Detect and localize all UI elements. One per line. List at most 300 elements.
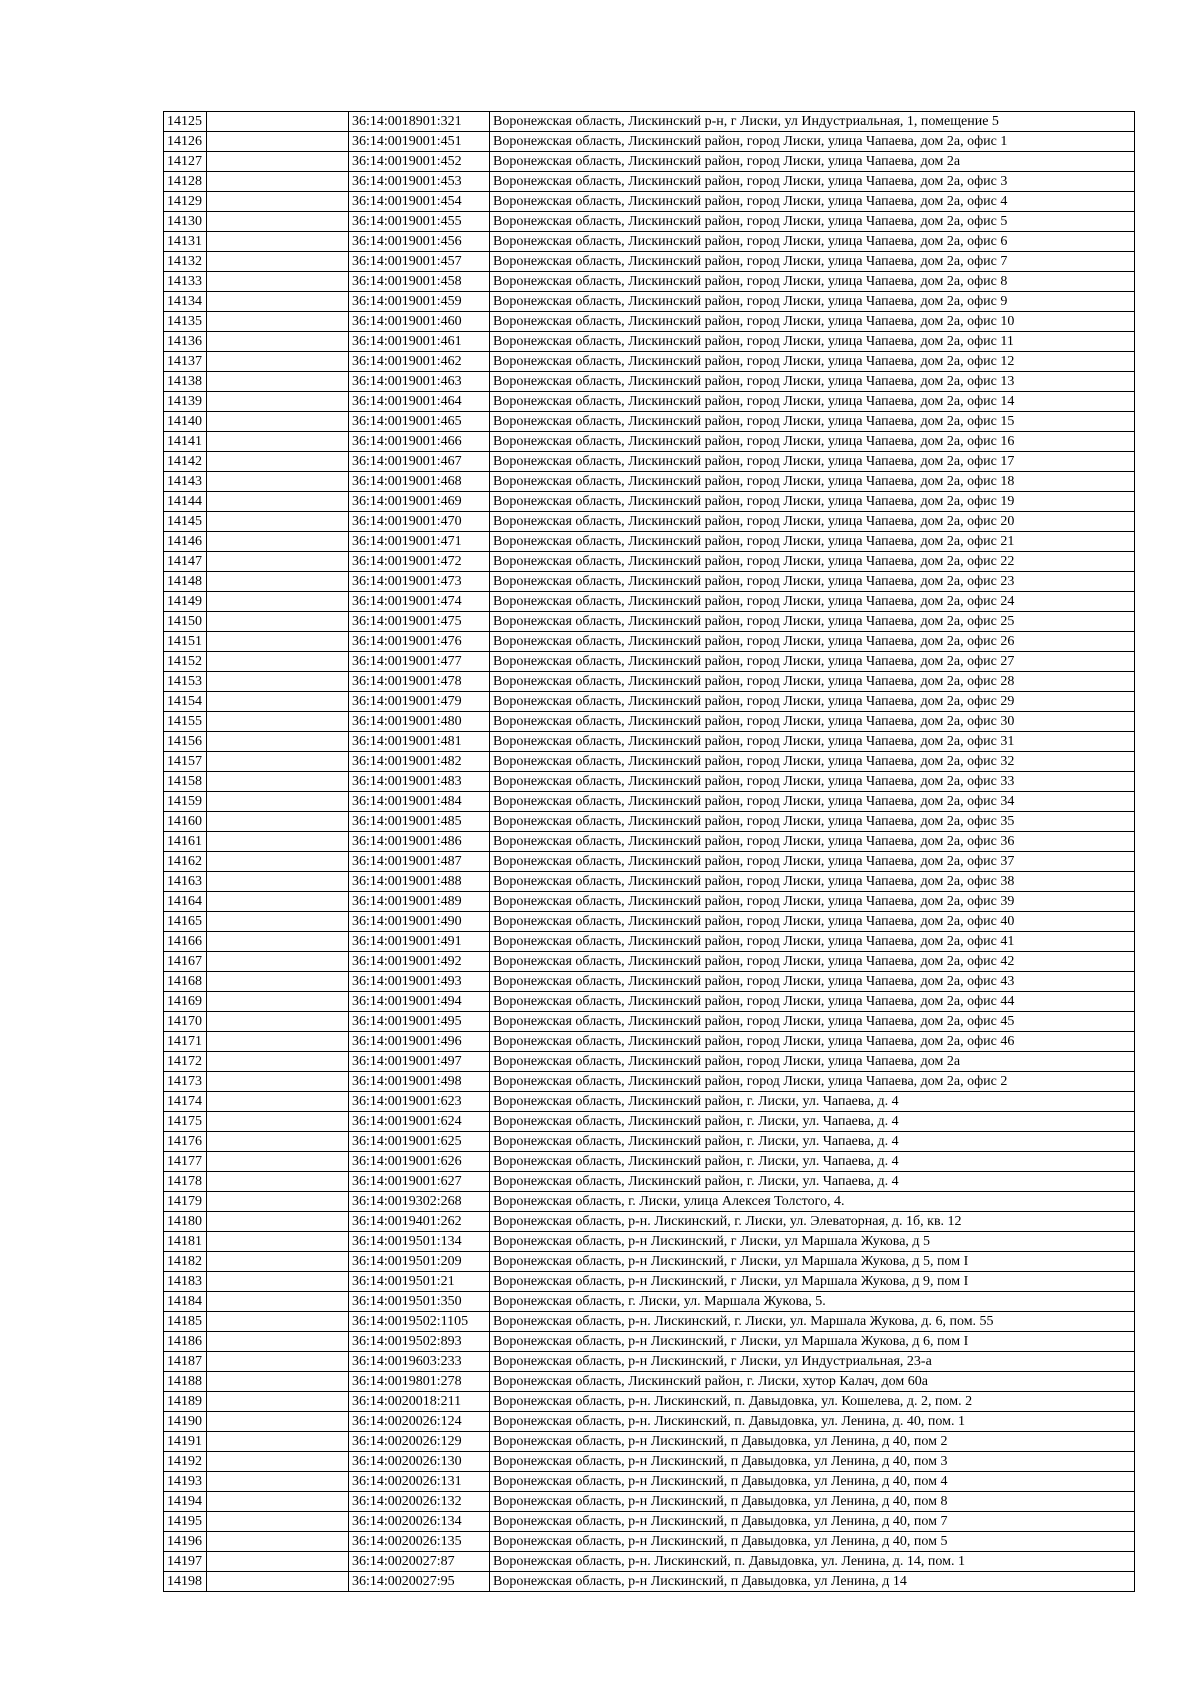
cadastral-number-cell: 36:14:0019001:492: [349, 952, 490, 972]
empty-cell: [207, 612, 349, 632]
table-row: [164, 1532, 1135, 1552]
table-row: [164, 472, 1135, 492]
table-row: [164, 1132, 1135, 1152]
table-row: [164, 612, 1135, 632]
cadastral-number-cell: 36:14:0019001:466: [349, 432, 490, 452]
table-row: [164, 772, 1135, 792]
table-row: [164, 392, 1135, 412]
row-number-cell: 14194: [164, 1492, 207, 1512]
empty-cell: [207, 1372, 349, 1392]
cadastral-number-cell: 36:14:0019001:493: [349, 972, 490, 992]
cadastral-number-cell: 36:14:0018901:321: [349, 112, 490, 132]
address-cell: Воронежская область, р-н Лискинский, г Лиски, ул Маршала Жукова, д 9, пом I: [490, 1272, 1135, 1292]
empty-cell: [207, 752, 349, 772]
address-cell: Воронежская область, р-н Лискинский, п Давыдовка, ул Ленина, д 40, пом 5: [490, 1532, 1135, 1552]
cadastral-number-cell: 36:14:0020027:95: [349, 1572, 490, 1592]
address-cell: Воронежская область, Лискинский район, город Лиски, улица Чапаева, дом 2а, офис 34: [490, 792, 1135, 812]
row-number-cell: 14126: [164, 132, 207, 152]
empty-cell: [207, 472, 349, 492]
cadastral-number-cell: 36:14:0019501:209: [349, 1252, 490, 1272]
row-number-cell: 14146: [164, 532, 207, 552]
empty-cell: [207, 552, 349, 572]
table-row: [164, 1512, 1135, 1532]
table-row: [164, 692, 1135, 712]
cadastral-number-cell: 36:14:0019001:498: [349, 1072, 490, 1092]
table-row: [164, 552, 1135, 572]
empty-cell: [207, 1452, 349, 1472]
empty-cell: [207, 492, 349, 512]
table-row: [164, 1092, 1135, 1112]
cadastral-number-cell: 36:14:0019401:262: [349, 1212, 490, 1232]
table-row: [164, 1392, 1135, 1412]
address-cell: Воронежская область, Лискинский район, город Лиски, улица Чапаева, дом 2а, офис 15: [490, 412, 1135, 432]
cadastral-number-cell: 36:14:0020026:130: [349, 1452, 490, 1472]
row-number-cell: 14130: [164, 212, 207, 232]
empty-cell: [207, 392, 349, 412]
empty-cell: [207, 892, 349, 912]
cadastral-number-cell: 36:14:0019001:461: [349, 332, 490, 352]
row-number-cell: 14197: [164, 1552, 207, 1572]
cadastral-number-cell: 36:14:0019001:496: [349, 1032, 490, 1052]
table-row: [164, 212, 1135, 232]
table-row: [164, 332, 1135, 352]
table-row: [164, 1172, 1135, 1192]
address-cell: Воронежская область, Лискинский район, г. Лиски, ул. Чапаева, д. 4: [490, 1112, 1135, 1132]
table-row: [164, 1192, 1135, 1212]
row-number-cell: 14143: [164, 472, 207, 492]
table-row: [164, 1052, 1135, 1072]
empty-cell: [207, 192, 349, 212]
row-number-cell: 14163: [164, 872, 207, 892]
row-number-cell: 14165: [164, 912, 207, 932]
empty-cell: [207, 172, 349, 192]
address-cell: Воронежская область, Лискинский район, г. Лиски, ул. Чапаева, д. 4: [490, 1152, 1135, 1172]
row-number-cell: 14149: [164, 592, 207, 612]
address-cell: Воронежская область, Лискинский район, г. Лиски, ул. Чапаева, д. 4: [490, 1092, 1135, 1112]
empty-cell: [207, 312, 349, 332]
empty-cell: [207, 832, 349, 852]
row-number-cell: 14178: [164, 1172, 207, 1192]
table-row: [164, 912, 1135, 932]
cadastral-number-cell: 36:14:0019501:21: [349, 1272, 490, 1292]
table-row: [164, 1232, 1135, 1252]
cadastral-number-cell: 36:14:0019001:623: [349, 1092, 490, 1112]
address-cell: Воронежская область, Лискинский район, город Лиски, улица Чапаева, дом 2а, офис 6: [490, 232, 1135, 252]
row-number-cell: 14129: [164, 192, 207, 212]
row-number-cell: 14187: [164, 1352, 207, 1372]
empty-cell: [207, 872, 349, 892]
row-number-cell: 14196: [164, 1532, 207, 1552]
address-cell: Воронежская область, Лискинский район, город Лиски, улица Чапаева, дом 2а, офис 14: [490, 392, 1135, 412]
row-number-cell: 14161: [164, 832, 207, 852]
row-number-cell: 14136: [164, 332, 207, 352]
address-cell: Воронежская область, Лискинский район, город Лиски, улица Чапаева, дом 2а, офис 41: [490, 932, 1135, 952]
empty-cell: [207, 572, 349, 592]
cadastral-number-cell: 36:14:0019001:478: [349, 672, 490, 692]
cadastral-number-cell: 36:14:0019001:497: [349, 1052, 490, 1072]
cadastral-number-cell: 36:14:0019501:350: [349, 1292, 490, 1312]
empty-cell: [207, 1112, 349, 1132]
table-row: [164, 512, 1135, 532]
table-row: [164, 1432, 1135, 1452]
row-number-cell: 14151: [164, 632, 207, 652]
cadastral-number-cell: 36:14:0019001:488: [349, 872, 490, 892]
row-number-cell: 14160: [164, 812, 207, 832]
row-number-cell: 14172: [164, 1052, 207, 1072]
empty-cell: [207, 412, 349, 432]
row-number-cell: 14137: [164, 352, 207, 372]
cadastral-number-cell: 36:14:0019001:473: [349, 572, 490, 592]
cadastral-number-cell: 36:14:0020026:135: [349, 1532, 490, 1552]
row-number-cell: 14144: [164, 492, 207, 512]
table-row: [164, 972, 1135, 992]
address-cell: Воронежская область, Лискинский район, город Лиски, улица Чапаева, дом 2а, офис 24: [490, 592, 1135, 612]
address-cell: Воронежская область, Лискинский район, город Лиски, улица Чапаева, дом 2а, офис 12: [490, 352, 1135, 372]
cadastral-number-cell: 36:14:0019001:480: [349, 712, 490, 732]
address-cell: Воронежская область, Лискинский район, город Лиски, улица Чапаева, дом 2а, офис 30: [490, 712, 1135, 732]
cadastral-number-cell: 36:14:0019001:486: [349, 832, 490, 852]
address-cell: Воронежская область, Лискинский район, город Лиски, улица Чапаева, дом 2а, офис 42: [490, 952, 1135, 972]
row-number-cell: 14135: [164, 312, 207, 332]
row-number-cell: 14128: [164, 172, 207, 192]
row-number-cell: 14145: [164, 512, 207, 532]
row-number-cell: 14164: [164, 892, 207, 912]
address-cell: Воронежская область, р-н. Лискинский, п. Давыдовка, ул. Кошелева, д. 2, пом. 2: [490, 1392, 1135, 1412]
cadastral-number-cell: 36:14:0020026:132: [349, 1492, 490, 1512]
cadastral-number-cell: 36:14:0019001:485: [349, 812, 490, 832]
cadastral-number-cell: 36:14:0019001:495: [349, 1012, 490, 1032]
address-cell: Воронежская область, г. Лиски, ул. Маршала Жукова, 5.: [490, 1292, 1135, 1312]
cadastral-number-cell: 36:14:0019001:454: [349, 192, 490, 212]
address-cell: Воронежская область, р-н Лискинский, г Лиски, ул Маршала Жукова, д 6, пом I: [490, 1332, 1135, 1352]
cadastral-number-cell: 36:14:0020018:211: [349, 1392, 490, 1412]
row-number-cell: 14152: [164, 652, 207, 672]
table-row: [164, 1292, 1135, 1312]
address-cell: Воронежская область, р-н Лискинский, п Давыдовка, ул Ленина, д 14: [490, 1572, 1135, 1592]
empty-cell: [207, 1572, 349, 1592]
address-cell: Воронежская область, Лискинский район, г. Лиски, хутор Калач, дом 60а: [490, 1372, 1135, 1392]
cadastral-number-cell: 36:14:0019001:452: [349, 152, 490, 172]
empty-cell: [207, 812, 349, 832]
address-cell: Воронежская область, Лискинский район, город Лиски, улица Чапаева, дом 2а, офис 33: [490, 772, 1135, 792]
address-cell: Воронежская область, Лискинский район, город Лиски, улица Чапаева, дом 2а, офис 2: [490, 1072, 1135, 1092]
cadastral-number-cell: 36:14:0019001:459: [349, 292, 490, 312]
cadastral-number-cell: 36:14:0019001:489: [349, 892, 490, 912]
empty-cell: [207, 732, 349, 752]
row-number-cell: 14192: [164, 1452, 207, 1472]
cadastral-number-cell: 36:14:0019001:624: [349, 1112, 490, 1132]
cadastral-number-cell: 36:14:0019001:483: [349, 772, 490, 792]
empty-cell: [207, 232, 349, 252]
table-row: [164, 1572, 1135, 1592]
row-number-cell: 14162: [164, 852, 207, 872]
row-number-cell: 14177: [164, 1152, 207, 1172]
table-row: [164, 1352, 1135, 1372]
cadastral-number-cell: 36:14:0019001:460: [349, 312, 490, 332]
empty-cell: [207, 532, 349, 552]
empty-cell: [207, 1512, 349, 1532]
row-number-cell: 14134: [164, 292, 207, 312]
cadastral-number-cell: 36:14:0020026:129: [349, 1432, 490, 1452]
row-number-cell: 14154: [164, 692, 207, 712]
table-row: [164, 352, 1135, 372]
cadastral-number-cell: 36:14:0019001:627: [349, 1172, 490, 1192]
table-row: [164, 952, 1135, 972]
address-cell: Воронежская область, р-н. Лискинский, п. Давыдовка, ул. Ленина, д. 40, пом. 1: [490, 1412, 1135, 1432]
table-row: [164, 1072, 1135, 1092]
cadastral-number-cell: 36:14:0019603:233: [349, 1352, 490, 1372]
table-row: [164, 1272, 1135, 1292]
row-number-cell: 14132: [164, 252, 207, 272]
cadastral-number-cell: 36:14:0020026:131: [349, 1472, 490, 1492]
table-row: [164, 752, 1135, 772]
cadastral-number-cell: 36:14:0019001:474: [349, 592, 490, 612]
table-row: [164, 672, 1135, 692]
table-row: [164, 832, 1135, 852]
table-row: [164, 492, 1135, 512]
row-number-cell: 14131: [164, 232, 207, 252]
row-number-cell: 14141: [164, 432, 207, 452]
table-row: [164, 1252, 1135, 1272]
address-cell: Воронежская область, Лискинский район, город Лиски, улица Чапаева, дом 2а, офис 11: [490, 332, 1135, 352]
empty-cell: [207, 1272, 349, 1292]
table-row: [164, 1152, 1135, 1172]
cadastral-number-cell: 36:14:0019001:487: [349, 852, 490, 872]
table-row: [164, 272, 1135, 292]
empty-cell: [207, 352, 349, 372]
address-cell: Воронежская область, Лискинский район, город Лиски, улица Чапаева, дом 2а, офис 45: [490, 1012, 1135, 1032]
table-row: [164, 1552, 1135, 1572]
table-row: [164, 372, 1135, 392]
address-cell: Воронежская область, Лискинский район, город Лиски, улица Чапаева, дом 2а, офис 35: [490, 812, 1135, 832]
address-cell: Воронежская область, Лискинский район, город Лиски, улица Чапаева, дом 2а, офис 25: [490, 612, 1135, 632]
cadastral-number-cell: 36:14:0020027:87: [349, 1552, 490, 1572]
row-number-cell: 14156: [164, 732, 207, 752]
cadastral-number-cell: 36:14:0019502:1105: [349, 1312, 490, 1332]
table-row: [164, 1112, 1135, 1132]
address-cell: Воронежская область, р-н Лискинский, п Давыдовка, ул Ленина, д 40, пом 3: [490, 1452, 1135, 1472]
row-number-cell: 14153: [164, 672, 207, 692]
empty-cell: [207, 1292, 349, 1312]
empty-cell: [207, 632, 349, 652]
empty-cell: [207, 1412, 349, 1432]
address-cell: Воронежская область, Лискинский район, город Лиски, улица Чапаева, дом 2а, офис 44: [490, 992, 1135, 1012]
cadastral-number-cell: 36:14:0019001:491: [349, 932, 490, 952]
address-cell: Воронежская область, р-н. Лискинский, г. Лиски, ул. Элеваторная, д. 1б, кв. 12: [490, 1212, 1135, 1232]
address-cell: Воронежская область, Лискинский район, город Лиски, улица Чапаева, дом 2а, офис 40: [490, 912, 1135, 932]
empty-cell: [207, 1052, 349, 1072]
table-row: [164, 172, 1135, 192]
cadastral-number-cell: 36:14:0019001:626: [349, 1152, 490, 1172]
table-row: [164, 1472, 1135, 1492]
address-cell: Воронежская область, Лискинский район, город Лиски, улица Чапаева, дом 2а, офис 43: [490, 972, 1135, 992]
table-row: [164, 1412, 1135, 1432]
cadastral-number-cell: 36:14:0019501:134: [349, 1232, 490, 1252]
address-cell: Воронежская область, р-н Лискинский, г Лиски, ул Маршала Жукова, д 5, пом I: [490, 1252, 1135, 1272]
row-number-cell: 14167: [164, 952, 207, 972]
cadastral-number-cell: 36:14:0019001:471: [349, 532, 490, 552]
table-row: [164, 1212, 1135, 1232]
empty-cell: [207, 452, 349, 472]
empty-cell: [207, 212, 349, 232]
empty-cell: [207, 912, 349, 932]
address-cell: Воронежская область, Лискинский район, город Лиски, улица Чапаева, дом 2а, офис 9: [490, 292, 1135, 312]
row-number-cell: 14190: [164, 1412, 207, 1432]
empty-cell: [207, 672, 349, 692]
empty-cell: [207, 372, 349, 392]
row-number-cell: 14185: [164, 1312, 207, 1332]
address-cell: Воронежская область, р-н Лискинский, п Давыдовка, ул Ленина, д 40, пом 7: [490, 1512, 1135, 1532]
address-cell: Воронежская область, Лискинский район, город Лиски, улица Чапаева, дом 2а, офис 19: [490, 492, 1135, 512]
row-number-cell: 14175: [164, 1112, 207, 1132]
table-row: [164, 852, 1135, 872]
empty-cell: [207, 1032, 349, 1052]
empty-cell: [207, 112, 349, 132]
cadastral-number-cell: 36:14:0019001:472: [349, 552, 490, 572]
table-row: [164, 532, 1135, 552]
table-row: [164, 432, 1135, 452]
empty-cell: [207, 1492, 349, 1512]
table-row: [164, 892, 1135, 912]
row-number-cell: 14148: [164, 572, 207, 592]
empty-cell: [207, 1472, 349, 1492]
empty-cell: [207, 132, 349, 152]
table-row: [164, 292, 1135, 312]
row-number-cell: 14170: [164, 1012, 207, 1032]
empty-cell: [207, 272, 349, 292]
address-cell: Воронежская область, Лискинский район, г. Лиски, ул. Чапаева, д. 4: [490, 1172, 1135, 1192]
address-cell: Воронежская область, Лискинский район, город Лиски, улица Чапаева, дом 2а, офис 26: [490, 632, 1135, 652]
address-cell: Воронежская область, Лискинский район, город Лиски, улица Чапаева, дом 2а: [490, 152, 1135, 172]
empty-cell: [207, 712, 349, 732]
empty-cell: [207, 992, 349, 1012]
cadastral-number-cell: 36:14:0020026:124: [349, 1412, 490, 1432]
table-row: [164, 1032, 1135, 1052]
table-row: [164, 132, 1135, 152]
empty-cell: [207, 692, 349, 712]
cadastral-number-cell: 36:14:0019001:482: [349, 752, 490, 772]
cadastral-number-cell: 36:14:0019001:457: [349, 252, 490, 272]
empty-cell: [207, 1212, 349, 1232]
row-number-cell: 14159: [164, 792, 207, 812]
row-number-cell: 14186: [164, 1332, 207, 1352]
empty-cell: [207, 772, 349, 792]
row-number-cell: 14193: [164, 1472, 207, 1492]
empty-cell: [207, 852, 349, 872]
row-number-cell: 14184: [164, 1292, 207, 1312]
cadastral-number-cell: 36:14:0019001:490: [349, 912, 490, 932]
table-row: [164, 112, 1135, 132]
address-cell: Воронежская область, Лискинский район, г. Лиски, ул. Чапаева, д. 4: [490, 1132, 1135, 1152]
address-cell: Воронежская область, Лискинский район, город Лиски, улица Чапаева, дом 2а, офис 36: [490, 832, 1135, 852]
row-number-cell: 14138: [164, 372, 207, 392]
table-row: [164, 572, 1135, 592]
empty-cell: [207, 1192, 349, 1212]
cadastral-number-cell: 36:14:0019001:476: [349, 632, 490, 652]
address-cell: Воронежская область, Лискинский район, город Лиски, улица Чапаева, дом 2а, офис 37: [490, 852, 1135, 872]
cadastral-number-cell: 36:14:0019001:451: [349, 132, 490, 152]
cadastral-number-cell: 36:14:0019001:456: [349, 232, 490, 252]
empty-cell: [207, 1072, 349, 1092]
table-row: [164, 652, 1135, 672]
table-row: [164, 872, 1135, 892]
row-number-cell: 14181: [164, 1232, 207, 1252]
empty-cell: [207, 592, 349, 612]
empty-cell: [207, 1232, 349, 1252]
empty-cell: [207, 1092, 349, 1112]
address-cell: Воронежская область, Лискинский район, город Лиски, улица Чапаева, дом 2а, офис 39: [490, 892, 1135, 912]
empty-cell: [207, 932, 349, 952]
empty-cell: [207, 1152, 349, 1172]
row-number-cell: 14127: [164, 152, 207, 172]
address-cell: Воронежская область, р-н. Лискинский, п. Давыдовка, ул. Ленина, д. 14, пом. 1: [490, 1552, 1135, 1572]
row-number-cell: 14140: [164, 412, 207, 432]
address-cell: Воронежская область, Лискинский район, город Лиски, улица Чапаева, дом 2а, офис 1: [490, 132, 1135, 152]
address-cell: Воронежская область, Лискинский район, город Лиски, улица Чапаева, дом 2а, офис 10: [490, 312, 1135, 332]
table-row: [164, 1492, 1135, 1512]
empty-cell: [207, 1352, 349, 1372]
cadastral-number-cell: 36:14:0019801:278: [349, 1372, 490, 1392]
cadastral-number-cell: 36:14:0019001:470: [349, 512, 490, 532]
empty-cell: [207, 152, 349, 172]
row-number-cell: 14176: [164, 1132, 207, 1152]
table-row: [164, 152, 1135, 172]
empty-cell: [207, 292, 349, 312]
empty-cell: [207, 652, 349, 672]
row-number-cell: 14189: [164, 1392, 207, 1412]
address-cell: Воронежская область, Лискинский район, город Лиски, улица Чапаева, дом 2а, офис 7: [490, 252, 1135, 272]
registry-table: [163, 111, 1135, 1592]
row-number-cell: 14133: [164, 272, 207, 292]
row-number-cell: 14173: [164, 1072, 207, 1092]
address-cell: Воронежская область, Лискинский район, город Лиски, улица Чапаева, дом 2а, офис 38: [490, 872, 1135, 892]
empty-cell: [207, 252, 349, 272]
table-row: [164, 732, 1135, 752]
address-cell: Воронежская область, Лискинский район, город Лиски, улица Чапаева, дом 2а, офис 4: [490, 192, 1135, 212]
table-row: [164, 812, 1135, 832]
address-cell: Воронежская область, Лискинский район, город Лиски, улица Чапаева, дом 2а, офис 21: [490, 532, 1135, 552]
row-number-cell: 14147: [164, 552, 207, 572]
table-row: [164, 252, 1135, 272]
table-row: [164, 192, 1135, 212]
cadastral-number-cell: 36:14:0019502:893: [349, 1332, 490, 1352]
empty-cell: [207, 1432, 349, 1452]
table-row: [164, 1332, 1135, 1352]
row-number-cell: 14183: [164, 1272, 207, 1292]
row-number-cell: 14191: [164, 1432, 207, 1452]
row-number-cell: 14168: [164, 972, 207, 992]
table-row: [164, 932, 1135, 952]
cadastral-number-cell: 36:14:0019001:625: [349, 1132, 490, 1152]
cadastral-number-cell: 36:14:0019302:268: [349, 1192, 490, 1212]
address-cell: Воронежская область, Лискинский р-н, г Лиски, ул Индустриальная, 1, помещение 5: [490, 112, 1135, 132]
cadastral-number-cell: 36:14:0019001:463: [349, 372, 490, 392]
table-row: [164, 412, 1135, 432]
address-cell: Воронежская область, р-н Лискинский, г Лиски, ул Маршала Жукова, д 5: [490, 1232, 1135, 1252]
empty-cell: [207, 1132, 349, 1152]
address-cell: Воронежская область, Лискинский район, город Лиски, улица Чапаева, дом 2а, офис 20: [490, 512, 1135, 532]
cadastral-number-cell: 36:14:0019001:455: [349, 212, 490, 232]
row-number-cell: 14174: [164, 1092, 207, 1112]
cadastral-number-cell: 36:14:0019001:477: [349, 652, 490, 672]
table-row: [164, 1372, 1135, 1392]
address-cell: Воронежская область, Лискинский район, город Лиски, улица Чапаева, дом 2а, офис 3: [490, 172, 1135, 192]
cadastral-number-cell: 36:14:0019001:467: [349, 452, 490, 472]
table-row: [164, 1452, 1135, 1472]
address-cell: Воронежская область, Лискинский район, город Лиски, улица Чапаева, дом 2а, офис 46: [490, 1032, 1135, 1052]
row-number-cell: 14169: [164, 992, 207, 1012]
empty-cell: [207, 952, 349, 972]
